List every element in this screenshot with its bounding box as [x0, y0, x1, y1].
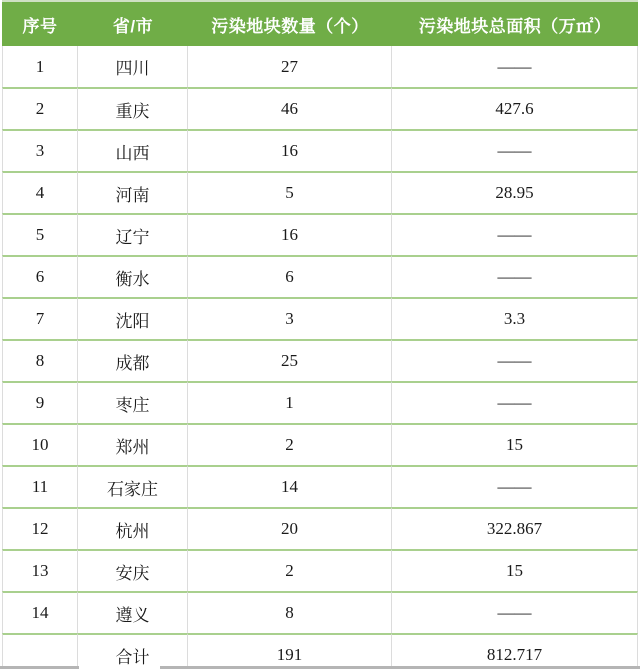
- header-cell-count: 污染地块数量（个）: [188, 0, 392, 46]
- cell-index: 3: [2, 129, 78, 171]
- cell-area: ——: [392, 255, 638, 297]
- total-row: [2, 633, 638, 669]
- cell-index: [2, 633, 78, 669]
- cell-count: 3: [188, 297, 392, 339]
- table-row: [2, 381, 638, 423]
- header-row: [2, 0, 638, 46]
- cell-area: 28.95: [392, 171, 638, 213]
- cell-index: 2: [2, 87, 78, 129]
- cell-index: 13: [2, 549, 78, 591]
- table-row: [2, 339, 638, 381]
- cell-area: ——: [392, 129, 638, 171]
- cell-region: 河南: [78, 171, 188, 213]
- cell-count: 2: [188, 423, 392, 465]
- cell-count: 5: [188, 171, 392, 213]
- cell-count: 20: [188, 507, 392, 549]
- cell-area: ——: [392, 213, 638, 255]
- cell-region: 成都: [78, 339, 188, 381]
- cell-region: 重庆: [78, 87, 188, 129]
- cell-index: 12: [2, 507, 78, 549]
- cell-index: 7: [2, 297, 78, 339]
- table-row: [2, 46, 638, 87]
- cell-region: 枣庄: [78, 381, 188, 423]
- table-row: [2, 129, 638, 171]
- cell-count: 25: [188, 339, 392, 381]
- cell-count: 2: [188, 549, 392, 591]
- table-row: [2, 507, 638, 549]
- header-cell-region: 省/市: [78, 0, 188, 46]
- cell-index: 8: [2, 339, 78, 381]
- cell-count: 16: [188, 213, 392, 255]
- cell-area: 15: [392, 549, 638, 591]
- table-row: [2, 297, 638, 339]
- header-cell-index: 序号: [2, 0, 78, 46]
- cell-area: 812.717: [392, 633, 638, 669]
- cell-index: 4: [2, 171, 78, 213]
- cell-region: 合计: [78, 633, 188, 669]
- cell-count: 6: [188, 255, 392, 297]
- cell-region: 石家庄: [78, 465, 188, 507]
- table-body: [2, 46, 638, 669]
- cell-index: 11: [2, 465, 78, 507]
- cell-region: 衡水: [78, 255, 188, 297]
- cell-area: ——: [392, 46, 638, 87]
- cell-area: 3.3: [392, 297, 638, 339]
- cell-region: 山西: [78, 129, 188, 171]
- cell-count: 46: [188, 87, 392, 129]
- cell-area: 322.867: [392, 507, 638, 549]
- table-row: [2, 423, 638, 465]
- cell-area: 427.6: [392, 87, 638, 129]
- cell-count: 14: [188, 465, 392, 507]
- table-row: [2, 465, 638, 507]
- cell-index: 9: [2, 381, 78, 423]
- cell-area: ——: [392, 465, 638, 507]
- cell-region: 遵义: [78, 591, 188, 633]
- header-cell-area: 污染地块总面积（万㎡）: [392, 0, 638, 46]
- cell-region: 杭州: [78, 507, 188, 549]
- table-row: [2, 591, 638, 633]
- cell-region: 四川: [78, 46, 188, 87]
- cell-index: 5: [2, 213, 78, 255]
- cell-index: 6: [2, 255, 78, 297]
- cell-count: 16: [188, 129, 392, 171]
- pollution-land-table: [2, 0, 638, 669]
- table-header: [2, 0, 638, 46]
- table-row: [2, 87, 638, 129]
- cell-area: ——: [392, 381, 638, 423]
- cell-area: 15: [392, 423, 638, 465]
- cell-region: 沈阳: [78, 297, 188, 339]
- cell-region: 辽宁: [78, 213, 188, 255]
- cell-area: ——: [392, 339, 638, 381]
- cell-count: 1: [188, 381, 392, 423]
- cell-area: ——: [392, 591, 638, 633]
- cell-region: 安庆: [78, 549, 188, 591]
- table-row: [2, 171, 638, 213]
- table-row: [2, 255, 638, 297]
- cell-count: 8: [188, 591, 392, 633]
- cell-index: 14: [2, 591, 78, 633]
- cell-index: 1: [2, 46, 78, 87]
- cell-index: 10: [2, 423, 78, 465]
- cell-region: 郑州: [78, 423, 188, 465]
- table-row: [2, 213, 638, 255]
- cell-count: 27: [188, 46, 392, 87]
- table-row: [2, 549, 638, 591]
- cell-count: 191: [188, 633, 392, 669]
